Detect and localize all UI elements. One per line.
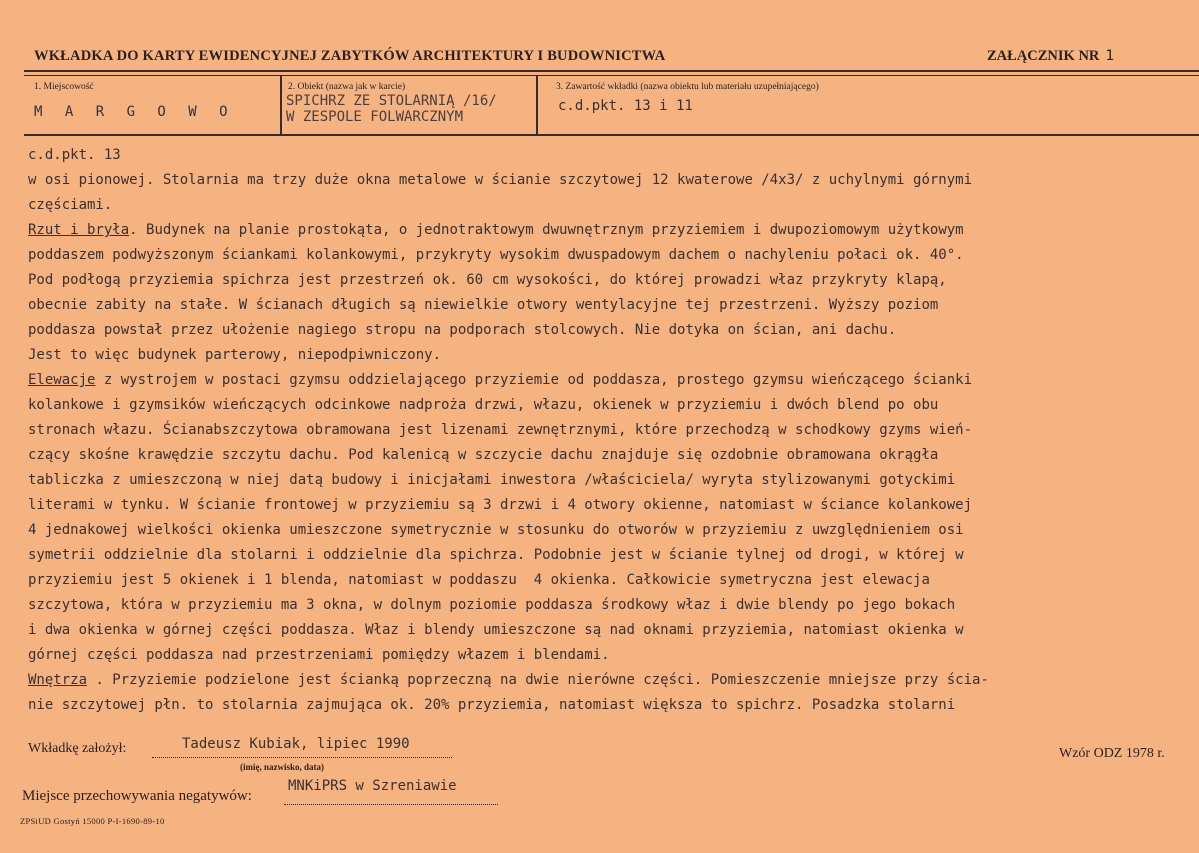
text-line: przyziemiu jest 5 okienek i 1 blenda, natomiast w poddaszu 4 okienka. Całkowicie symetryczna jest elewacja: [28, 572, 930, 588]
negatives-label: Miejsce przechowywania negatywów:: [22, 788, 252, 804]
annex-number: 1: [1105, 48, 1115, 64]
text-line: poddasza powstał przez ułożenie nagiego stropu na podporach stolcowych. Nie dotyka on ścian, ani dachu.: [28, 322, 897, 338]
card-title: WKŁADKA DO KARTY EWIDENCYJNEJ ZABYTKÓW ARCHITEKTURY I BUDOWNICTWA: [34, 48, 666, 64]
text-line: obecnie zabity na stałe. W ścianach długich są niewielkie otwory wentylacyjne tej przestrzeni. Wyższy poziom: [28, 297, 939, 313]
author-value: Tadeusz Kubiak, lipiec 1990: [182, 736, 410, 752]
text-line: tabliczka z umieszczoną w niej datą budowy i inicjałami inwestora /właściciela/ wyryta stylizowanymi gotyckimi: [28, 472, 956, 488]
header-rule-bottom: [24, 75, 1199, 76]
text-line: Jest to więc budynek parterowy, niepodpiwniczony.: [28, 347, 442, 363]
author-note: (imię, nazwisko, data): [240, 762, 324, 772]
text-line: szczytowa, która w przyziemiu ma 3 okna, w dolnym poziomie poddasza środkowy właz i dwie blendy po jego bokach: [28, 597, 956, 613]
field-3-label: 3. Zawartość wkładki (nazwa obiektu lub materiału uzupełniającego): [556, 82, 819, 92]
text-line: kolankowe i gzymsików wieńczących odcinkowe nadproża drzwi, włazu, okienek w przyziemiu i dwóch blend po obu: [28, 397, 939, 413]
text-line: literami w tynku. W ścianie frontowej w przyziemiu są 3 drzwi i 4 otwory okienne, natomiast w ściance kolankowej: [28, 497, 973, 513]
annex-label: [987, 48, 1114, 65]
text-line: stronach włazu. Ścianabszczytowa obramowana jest lizenami zewnętrznymi, które przechodzą w schodkowy gzyms wień-: [28, 422, 973, 438]
field-2-line-2: W ZESPOLE FOLWARCZNYM: [286, 109, 464, 125]
text-line: 4 jednakowej wielkości okienka umieszczone symetrycznie w stosunku do otworów w przyziemiu z uwzględnieniem osi: [28, 522, 964, 538]
text-run: . Przyziemie podzielone jest ścianką poprzeczną na dwie nierówne części. Pomieszczenie mniejsze przy ścia-: [87, 672, 989, 688]
text-line: [28, 218, 1188, 243]
annex-label-text: ZAŁĄCZNIK NR: [987, 48, 1100, 64]
section-heading-elewacje: Elewacje: [28, 372, 96, 388]
field-1-value: M A R G O W O: [34, 104, 235, 120]
negatives-value: MNKiPRS w Szreniawie: [288, 778, 457, 794]
text-line: Pod podłogą przyziemia spichrza jest przestrzeń ok. 60 cm wysokości, do której prowadzi właz przykryty klapą,: [28, 272, 947, 288]
description-text: [28, 143, 1188, 718]
text-line: nie szczytowej płn. to stolarnia zajmująca ok. 20% przyziemia, natomiast większa to spichrz. Posadzka stolarni: [28, 697, 956, 713]
template-note: Wzór ODZ 1978 r.: [1059, 746, 1165, 761]
field-divider-1: [280, 76, 282, 134]
author-dotted-line: [152, 757, 452, 758]
field-2-value: [286, 93, 497, 125]
field-3-value: c.d.pkt. 13 i 11: [558, 98, 693, 114]
negatives-dotted-line: [284, 804, 498, 805]
text-line: poddaszem podwyższonym ściankami kolankowymi, przykryty wysokim dwuspadowym dachem o nachyleniu połaci ok. 40°.: [28, 247, 964, 263]
text-run: . Budynek na planie prostokąta, o jednotraktowym dwuwnętrznym przyziemiem i dwupoziomowym użytkowym: [129, 222, 964, 238]
field-2-line-1: SPICHRZ ZE STOLARNIĄ /16/: [286, 93, 497, 109]
text-line: [28, 668, 1188, 693]
text-line: symetrii oddzielnie dla stolarni i oddzielnie dla spichrza. Podobnie jest w ścianie tylnej od drogi, w której w: [28, 547, 964, 563]
print-info: ZPSiUD Gostyń 15000 P-I-1690-89-10: [20, 816, 165, 826]
text-line: czący skośne krawędzie szczytu dachu. Pod kalenicą w szczycie dachu znajduje się ozdobnie obramowana okrągła: [28, 447, 939, 463]
fields-rule: [24, 134, 1199, 136]
section-heading-rzut: Rzut i bryła: [28, 222, 130, 238]
author-label: Wkładkę założył:: [28, 741, 127, 756]
text-run: z wystrojem w postaci gzymsu oddzielającego przyziemie od poddasza, prostego gzymsu wieńczącego ścianki: [95, 372, 973, 388]
field-2-label: 2. Obiekt (nazwa jak w karcie): [288, 82, 406, 92]
text-line: w osi pionowej. Stolarnia ma trzy duże okna metalowe w ścianie szczytowej 12 kwaterowe /4x3/ z uchylnymi górnymi: [28, 172, 973, 188]
text-line: [28, 368, 1188, 393]
section-heading-wnetrza: Wnętrza: [28, 672, 88, 688]
text-line: i dwa okienka w górnej części poddasza. Właz i blendy umieszczone są nad oknami przyziemia, natomiast okienka w: [28, 622, 964, 638]
header-rule-top: [24, 70, 1199, 72]
text-line: górnej części poddasza nad przestrzeniami pomiędzy włazem i blendami.: [28, 647, 610, 663]
text-line: częściami.: [28, 197, 113, 213]
field-1-label: 1. Miejscowość: [34, 82, 94, 92]
text-line: c.d.pkt. 13: [28, 147, 121, 163]
field-divider-2: [536, 76, 538, 134]
